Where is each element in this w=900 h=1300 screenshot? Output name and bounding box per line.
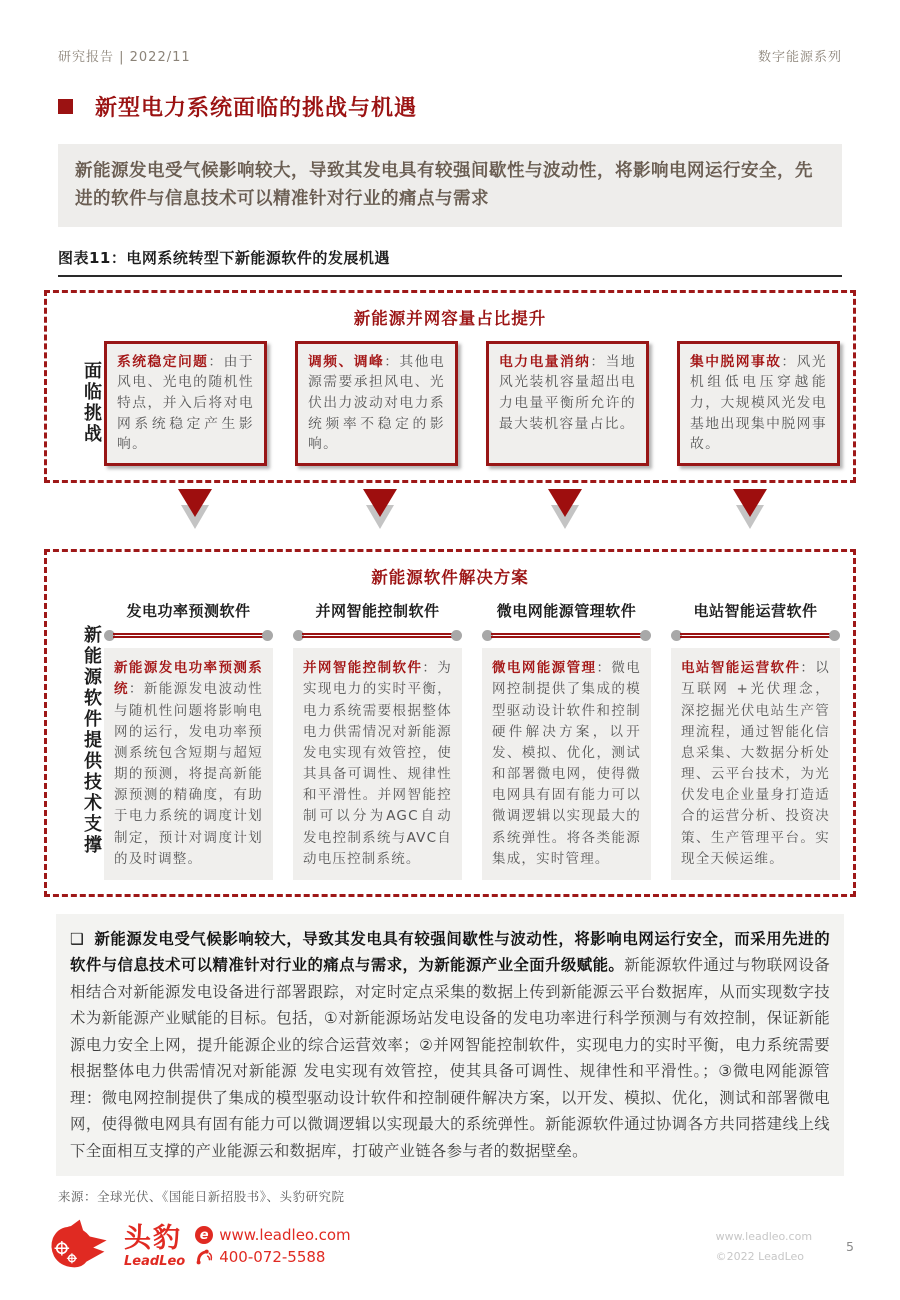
page-footer xyxy=(46,1218,854,1274)
solution-panel-title: 新能源软件解决方案 xyxy=(371,568,529,588)
solution-box-heading: 电站智能运营软件 xyxy=(681,660,801,677)
solution-column xyxy=(482,600,651,880)
connector-line xyxy=(671,630,840,641)
challenge-box-body: ：由于风电、光电的随机性特点，并入后将对电网系统稳定产生影响。 xyxy=(117,353,254,453)
challenge-box-body: ：当地风光装机容量超出电力电量平衡所允许的最大装机容量占比。 xyxy=(499,353,636,432)
connector-line xyxy=(104,630,273,641)
solution-column-header: 发电功率预测软件 xyxy=(126,602,251,621)
arrow-down-icon xyxy=(730,489,770,541)
dot-icon xyxy=(451,630,462,641)
source-note: 来源：全球光伏、《国能日新招股书》、头豹研究院 xyxy=(58,1189,345,1205)
arrow-down-icon xyxy=(545,489,585,541)
footer-copyright: ©2022 LeadLeo xyxy=(715,1249,805,1263)
solution-box-body: ：新能源发电波动性与随机性问题将影响电网的运行，发电功率预测系统包含短期与超短期的预测，将提高新能源预测的精确度，有助于电力系统的调度计划制定，预计对调度计划的及时调整。 xyxy=(114,681,263,867)
arrow-down-icon xyxy=(175,489,215,541)
footer-site-small: www.leadleo.com xyxy=(715,1229,813,1243)
connector-line xyxy=(482,630,651,641)
solution-box-heading: 新能源发电功率预测系统 xyxy=(114,660,263,698)
challenge-box-body: ：其他电源需要承担风电、光伏出力波动对电力系统频率不稳定的影响。 xyxy=(308,353,445,453)
challenge-box-heading: 调频、调峰 xyxy=(308,353,385,370)
dot-icon xyxy=(640,630,651,641)
solution-box-body: ：以互联网 +光伏理念，深挖掘光伏电站生产管理流程，通过智能化信息采集、大数据分析处理、云平台技术，为光伏发电企业量身打造适合的运营分析、投资决策、生产管理平台。实现全天候运维。 xyxy=(681,660,830,867)
challenge-box xyxy=(104,341,267,466)
solution-column xyxy=(293,600,462,880)
challenge-box-heading: 集中脱网事故 xyxy=(690,353,782,370)
solution-box-heading: 并网智能控制软件 xyxy=(303,660,423,677)
arrow-row xyxy=(58,489,842,541)
solution-column xyxy=(671,600,840,880)
figure-caption: 图表11：电网系统转型下新能源软件的发展机遇 xyxy=(58,247,842,277)
connector-line xyxy=(293,630,462,641)
solution-column-header: 电站智能运营软件 xyxy=(693,602,818,621)
challenge-panel-title: 新能源并网容量占比提升 xyxy=(353,308,547,328)
solution-side-label: 新能源软件提供技术支撑 xyxy=(81,624,102,856)
brand-name-cn: 头豹 xyxy=(124,1222,182,1254)
analysis-bold-text: 新能源发电受气候影响较大，导致其发电具有较强间歇性与波动性，将影响电网运行安全，而采用先进的软件与信息技术可以精准针对行业的痛点与需求，为新能源产业全面升级赋能。 xyxy=(70,930,830,975)
page-number: 5 xyxy=(846,1238,854,1254)
contact-block xyxy=(195,1226,350,1266)
analysis-regular-text: 新能源软件通过与物联网设备相结合对新能源发电设备进行部署跟踪，对定时定点采集的数据上传到新能源云平台数据库，从而实现数字技术为新能源产业赋能的目标。包括，①对新能源场站发电设备的发电功率进行科学预测与有效控制，保证新能源电力安全上网，提升能源企业的综合运营效率；②并网智能控制软件，实现电力的实时平衡，电力系统需要根据整体电力供需情况对新能源 发电实现有效管控，使其具备可调性、规律性和平滑性。；③微电网能源管理：微电网控制提供了集成的模型驱动设计软件和控制硬件解决方案，以开发、模拟、优化，测试和部署微电网，使得微电网具有固有能力可以微调逻辑以实现最大的系统弹性。新能源软件通过协调各方共同搭建线上线下全面相互支撑的产业能源云和数据库，打破产业链各参与者的数据壁垒。 xyxy=(70,956,830,1160)
solution-panel xyxy=(44,549,856,897)
summary-band: 新能源发电受气候影响较大，导致其发电具有较强间歇性与波动性，将影响电网运行安全，先进的软件与信息技术可以精准针对行业的痛点与需求 xyxy=(58,144,842,227)
challenge-box-body: ：风光机组低电压穿越能力，大规模风光发电基地出现集中脱网事故。 xyxy=(690,353,827,453)
dot-icon xyxy=(829,630,840,641)
header-left-label: 研究报告 | 2022/11 xyxy=(58,50,191,65)
header-right-label: 数字能源系列 xyxy=(757,50,842,65)
solution-box-heading: 微电网能源管理 xyxy=(492,660,597,677)
brand-block xyxy=(124,1222,186,1269)
challenge-box-heading: 电力电量消纳 xyxy=(499,353,591,370)
challenge-box-heading: 系统稳定问题 xyxy=(117,353,209,370)
browser-icon: e xyxy=(195,1226,213,1244)
footer-right xyxy=(716,1230,854,1263)
dot-icon xyxy=(262,630,273,641)
analysis-paragraph xyxy=(56,914,844,1176)
section-title-row xyxy=(0,65,900,122)
leadleo-leopard-logo xyxy=(46,1218,118,1274)
challenge-box xyxy=(677,341,840,466)
solution-box-body: ：为实现电力的实时平衡，电力系统需要根据整体电力供需情况对新能源 发电实现有效管控，使其具备可调性、规律性和平滑性。并网智能控制可以分为AGC自动发电控制系统与AVC自动电压控制系统。 xyxy=(303,660,452,867)
brand-name-en: LeadLeo xyxy=(124,1253,186,1269)
phone-icon xyxy=(195,1248,213,1266)
solution-column-header: 微电网能源管理软件 xyxy=(496,602,637,621)
red-square-icon xyxy=(58,99,73,114)
solution-column-header: 并网智能控制软件 xyxy=(315,602,440,621)
arrow-down-icon xyxy=(360,489,400,541)
solution-box-body: ：微电网控制提供了集成的模型驱动设计软件和控制硬件解决方案，以开发、模拟、优化，测试和部署微电网，使得微电网具有固有能力可以微调逻辑以实现最大的系统弹性。将各类能源集成，实时管理。 xyxy=(492,660,641,867)
challenge-panel xyxy=(44,290,856,483)
footer-phone: 400-072-5588 xyxy=(219,1248,326,1266)
solution-column xyxy=(104,600,273,880)
footer-website[interactable]: www.leadleo.com xyxy=(219,1226,351,1244)
challenge-box xyxy=(486,341,649,466)
page-header xyxy=(0,0,900,65)
page-title: 新型电力系统面临的挑战与机遇 xyxy=(95,96,418,121)
bullet-square-icon: ❑ xyxy=(70,930,85,948)
challenge-box xyxy=(295,341,458,466)
challenge-side-label: 面临挑战 xyxy=(81,361,102,446)
